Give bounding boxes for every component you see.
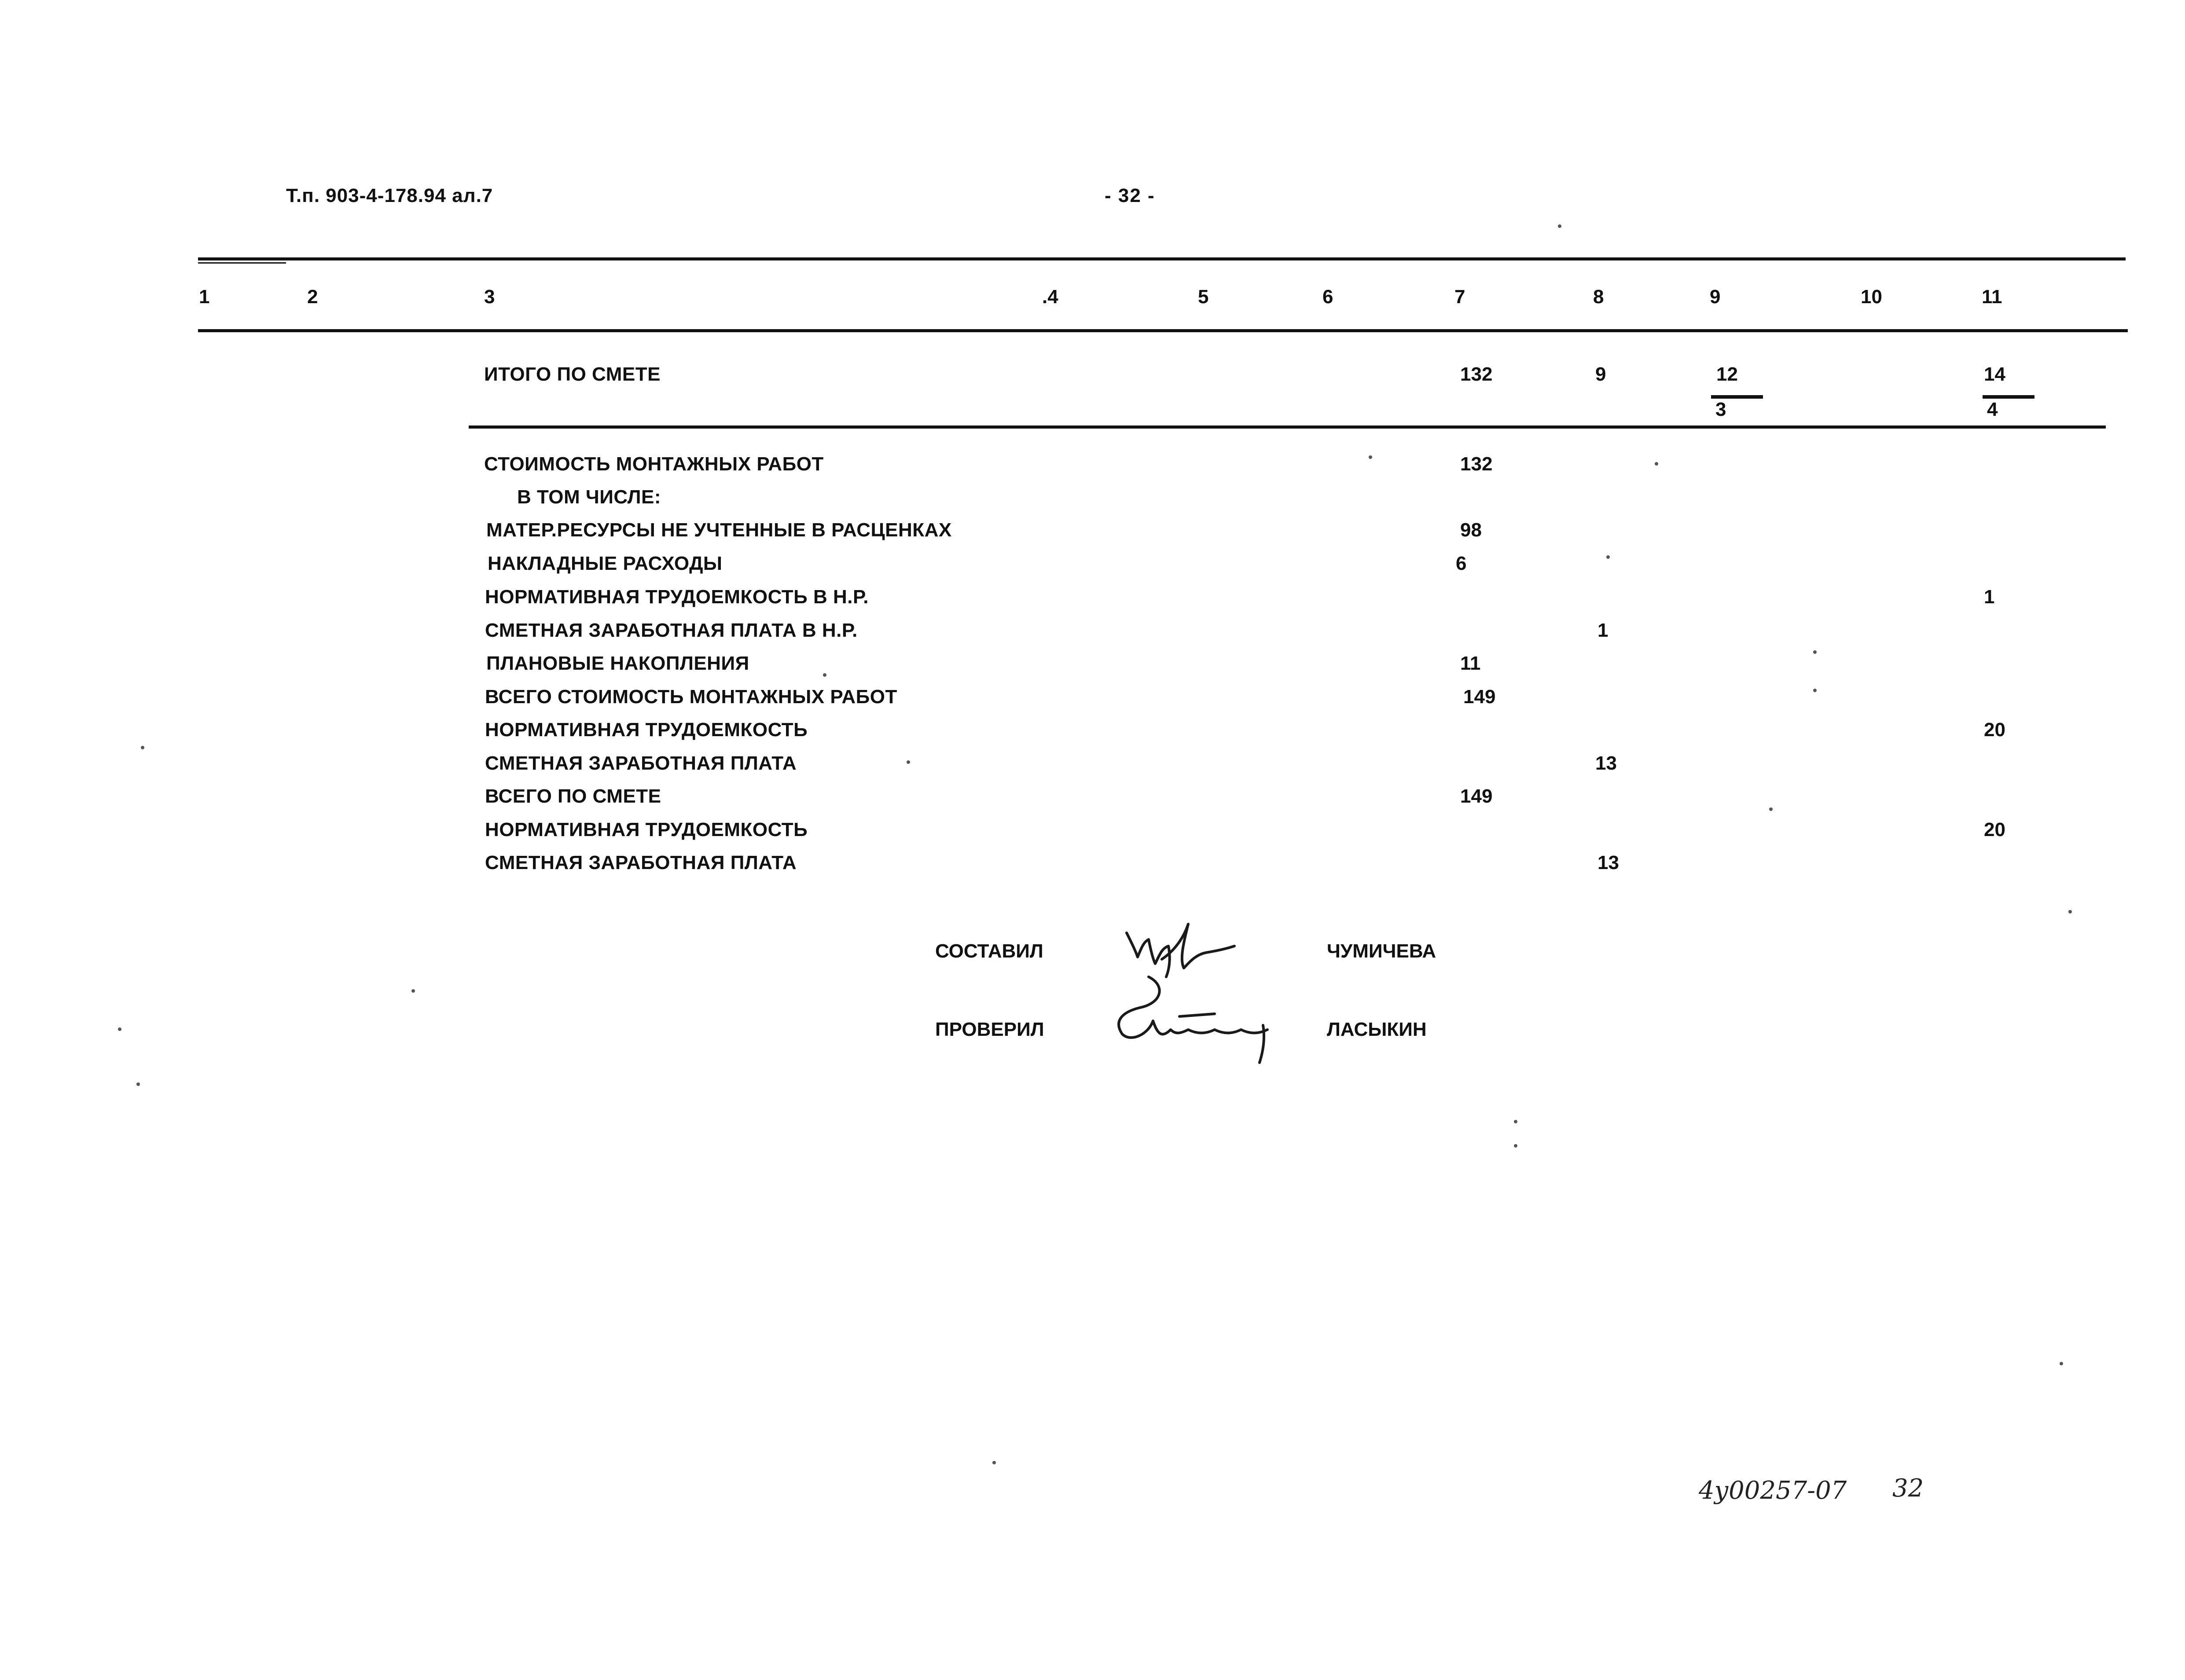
compiler-name: ЧУМИЧЕВА xyxy=(1327,940,1436,962)
row-value-labor-overhead: 1 xyxy=(1984,586,1995,608)
scan-speck xyxy=(141,746,144,749)
table-top-rule-short xyxy=(198,262,286,264)
page-number: - 32 - xyxy=(1105,185,1155,206)
scan-speck xyxy=(1606,555,1610,559)
column-number-4: .4 xyxy=(1042,286,1058,308)
col11-fraction-line xyxy=(1983,395,2034,399)
checked-by-label: ПРОВЕРИЛ xyxy=(935,1019,1044,1040)
total-row-col9-bottom: 3 xyxy=(1715,399,1726,420)
row-label-planned-savings: ПЛАНОВЫЕ НАКОПЛЕНИЯ xyxy=(486,653,749,674)
scan-speck xyxy=(2060,1362,2063,1365)
total-row-col11-bottom: 4 xyxy=(1987,399,1998,420)
scan-speck xyxy=(1514,1120,1517,1123)
row-label-normative-labor: НОРМАТИВНАЯ ТРУДОЕМКОСТЬ xyxy=(485,719,808,741)
scan-speck xyxy=(1769,807,1773,811)
total-row-label: ИТОГО ПО СМЕТЕ xyxy=(484,363,661,385)
row-value-estimate-total: 149 xyxy=(1460,785,1493,807)
column-number-3: 3 xyxy=(484,286,495,308)
column-number-5: 5 xyxy=(1198,286,1209,308)
col9-fraction-line xyxy=(1711,395,1763,399)
row-value-estimated-wages-total: 13 xyxy=(1597,852,1619,873)
checker-name: ЛАСЫКИН xyxy=(1327,1019,1427,1040)
row-value-estimated-wages: 13 xyxy=(1595,752,1617,774)
column-number-2: 2 xyxy=(307,286,318,308)
total-row-col9-top: 12 xyxy=(1716,363,1738,385)
row-value-wages-overhead: 1 xyxy=(1597,620,1608,641)
row-label-normative-labor-total: НОРМАТИВНАЯ ТРУДОЕМКОСТЬ xyxy=(485,819,808,840)
scan-speck xyxy=(1369,455,1372,459)
scan-speck xyxy=(1514,1144,1517,1148)
scan-speck xyxy=(1655,462,1658,466)
row-label-estimated-wages-total: СМЕТНАЯ ЗАРАБОТНАЯ ПЛАТА xyxy=(485,852,797,873)
scan-speck xyxy=(992,1461,996,1464)
scan-speck xyxy=(1813,689,1817,692)
scan-speck xyxy=(2068,910,2072,913)
column-number-1: 1 xyxy=(199,286,210,308)
column-number-8: 8 xyxy=(1593,286,1604,308)
row-label-estimated-wages: СМЕТНАЯ ЗАРАБОТНАЯ ПЛАТА xyxy=(485,752,797,774)
column-number-7: 7 xyxy=(1454,286,1465,308)
scan-speck xyxy=(411,989,415,993)
scan-speck xyxy=(823,673,826,677)
row-label-labor-overhead: НОРМАТИВНАЯ ТРУДОЕМКОСТЬ В Н.Р. xyxy=(485,586,869,608)
total-row-rule xyxy=(469,426,2106,429)
row-label-total-installation: ВСЕГО СТОИМОСТЬ МОНТАЖНЫХ РАБОТ xyxy=(485,686,897,708)
compiled-by-label: СОСТАВИЛ xyxy=(935,940,1043,962)
archive-code: 4у00257-07 xyxy=(1699,1476,1847,1505)
scan-speck xyxy=(118,1027,121,1031)
table-top-rule xyxy=(198,257,2126,260)
scan-speck xyxy=(136,1082,140,1086)
row-label-estimate-total: ВСЕГО ПО СМЕТЕ xyxy=(485,785,661,807)
row-label-overhead: НАКЛАДНЫЕ РАСХОДЫ xyxy=(488,553,723,574)
row-value-normative-labor-total: 20 xyxy=(1984,819,2005,840)
row-label-including: В ТОМ ЧИСЛЕ: xyxy=(517,486,661,508)
total-row-col8: 9 xyxy=(1595,363,1606,385)
row-value-overhead: 6 xyxy=(1456,553,1467,574)
column-number-10: 10 xyxy=(1861,286,1882,308)
row-label-installation-cost: СТОИМОСТЬ МОНТАЖНЫХ РАБОТ xyxy=(484,453,824,475)
scan-speck xyxy=(907,760,910,764)
document-reference: Т.п. 903-4-178.94 ал.7 xyxy=(286,185,493,206)
row-value-total-installation: 149 xyxy=(1463,686,1496,708)
row-value-normative-labor: 20 xyxy=(1984,719,2005,741)
column-number-11: 11 xyxy=(1982,286,2002,308)
row-label-wages-overhead: СМЕТНАЯ ЗАРАБОТНАЯ ПЛАТА В Н.Р. xyxy=(485,620,858,641)
row-value-installation-cost: 132 xyxy=(1460,453,1493,475)
total-row-col11-top: 14 xyxy=(1984,363,2005,385)
row-label-materials: МАТЕР.РЕСУРСЫ НЕ УЧТЕННЫЕ В РАСЦЕНКАХ xyxy=(486,519,952,541)
total-row-col7: 132 xyxy=(1460,363,1493,385)
scan-speck xyxy=(1813,650,1817,654)
archive-page: 32 xyxy=(1892,1474,1924,1503)
row-value-planned-savings: 11 xyxy=(1460,653,1481,674)
checker-signature xyxy=(1087,968,1281,1065)
row-value-materials: 98 xyxy=(1460,519,1482,541)
column-number-9: 9 xyxy=(1710,286,1721,308)
column-number-6: 6 xyxy=(1322,286,1333,308)
scan-speck xyxy=(1558,224,1561,228)
column-header-rule xyxy=(198,329,2128,332)
